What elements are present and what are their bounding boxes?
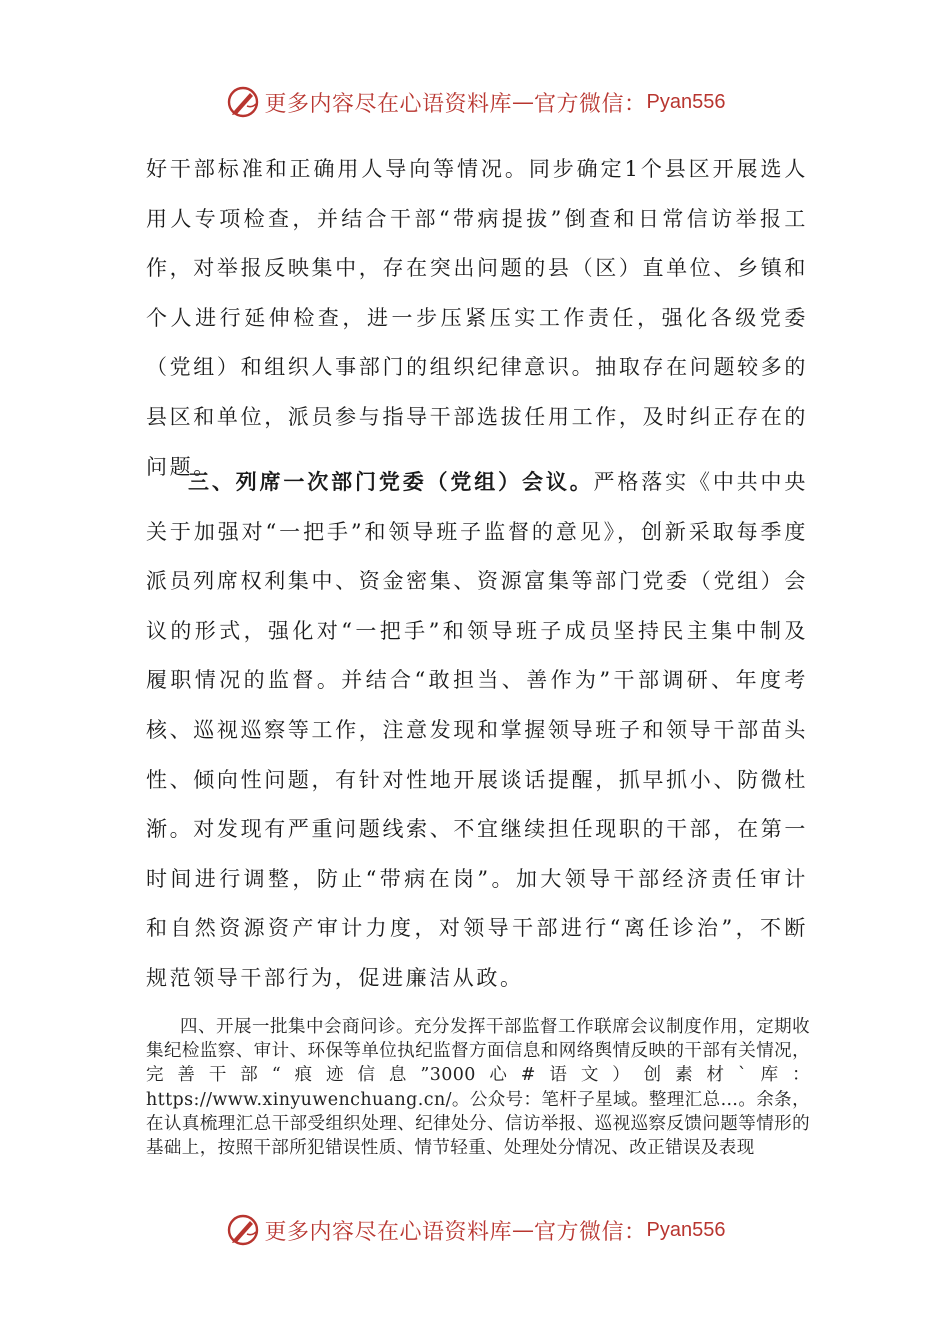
footer-wechat-label: 官方微信： <box>534 1219 647 1245</box>
footer-watermark <box>0 1210 950 1250</box>
paragraph-2 <box>146 457 808 1004</box>
header-watermark <box>0 82 950 122</box>
footer-watermark-text: 更多内容尽在心语资料库 <box>264 1219 513 1245</box>
paragraph-1: 好干部标准和正确用人导向等情况。同步确定1个县区开展选人用人专项检查，并结合干部“带病提拔”倒查和日常信访举报工作，对举报反映集中，存在突出问题的县（区）直单位、乡镇和个人进行延伸检查，进一步压紧压实工作责任，强化各级党委（党组）和组织人事部门的组织纪律意识。抽取存在问题较多的县区和单位，派员参与指导干部选拔任用工作，及时纠正存在的问题。 <box>146 157 808 479</box>
paragraph-2-body: 严格落实《中共中央关于加强对“一把手”和领导班子监督的意见》，创新采取每季度派员列席权利集中、资金密集、资源富集等部门党委（党组）会议的形式，强化对“一把手”和领导班子成员坚持民主集中制及履职情况的监督。并结合“敢担当、善作为”干部调研、年度考核、巡视巡察等工作，注意发现和掌握领导班子和领导干部苗头性、倾向性问题，有针对性地开展谈话提醒，抓早抓小、防微杜渐。对发现有严重问题线索、不宜继续担任现职的干部，在第一时间进行调整，防止“带病在岗”。加大领导干部经济责任审计和自然资源资产审计力度，对领导干部进行“离任诊治”，不断规范领导干部行为，促进廉洁从政。 <box>146 470 808 990</box>
paragraph-3: 四、开展一批集中会商问诊。充分发挥干部监督工作联席会议制度作用，定期收集纪检监察、审计、环保等单位执纪监督方面信息和网络舆情反映的干部有关情况，完善干部“痕迹信息”3000心#语文）创素材`库：https://www.xinyuwenchuang.cn/。公众号：笔杆子星域。整理汇总…。余条，在认真梳理汇总干部受组织处理、纪律处分、信访举报、巡视巡察反馈问题等情形的基础上，按照干部所犯错误性质、情节轻重、处理处分情况、改正错误及表现 <box>146 1017 810 1159</box>
header-watermark-text: 更多内容尽在心语资料库 <box>264 91 513 117</box>
pen-logo-icon <box>225 84 261 120</box>
section-heading-3: 三、列席一次部门党委（党组）会议。 <box>188 469 594 494</box>
footer-dash: — <box>512 1217 535 1243</box>
pen-logo-icon <box>225 1212 261 1248</box>
header-dash: — <box>512 89 535 115</box>
header-wechat-id: Pyan556 <box>646 90 726 113</box>
footer-wechat-id: Pyan556 <box>646 1218 726 1241</box>
header-wechat-label: 官方微信： <box>534 91 647 117</box>
